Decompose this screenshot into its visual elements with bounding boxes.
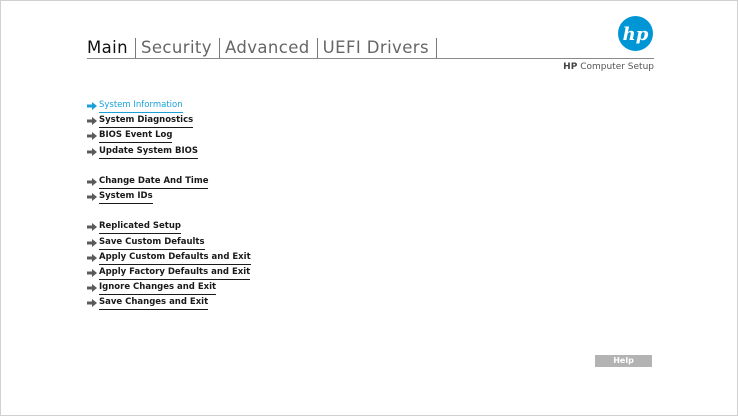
menu-replicated-setup[interactable] [87,221,181,233]
app-title-text: Computer Setup [580,62,654,72]
menu-item-label: Apply Factory Defaults and Exit [99,266,250,280]
tab-uefi-drivers[interactable]: UEFI Drivers [322,38,429,57]
app-title-brand: HP [563,62,578,72]
menu-save-changes-and-exit[interactable] [87,297,208,309]
arrow-right-icon [87,148,97,156]
menu-item-label: Ignore Changes and Exit [99,281,216,295]
menu-system-ids[interactable] [87,191,153,203]
tab-bar [87,38,442,58]
arrow-right-icon [87,284,97,292]
menu-item-label: Save Custom Defaults [99,236,205,250]
tab-separator [436,38,437,58]
arrow-right-icon [87,193,97,201]
help-button[interactable]: Help [595,355,652,367]
menu-item-label: BIOS Event Log [99,129,172,143]
hp-logo-text: hp [622,24,649,45]
header-divider [87,58,654,59]
arrow-right-icon [87,178,97,186]
menu-item-label: Apply Custom Defaults and Exit [99,251,251,265]
menu-bios-event-log[interactable] [87,130,172,142]
menu-item-label: System Diagnostics [99,114,193,128]
menu-save-custom-defaults[interactable] [87,237,205,249]
arrow-right-icon [87,102,97,110]
menu-update-system-bios[interactable] [87,146,198,158]
menu-item-label: Update System BIOS [99,145,198,159]
menu-system-diagnostics[interactable] [87,115,193,127]
arrow-right-icon [87,269,97,277]
menu-change-date-and-time[interactable] [87,176,208,188]
menu-item-label: System Information [99,99,183,113]
arrow-right-icon [87,299,97,307]
arrow-right-icon [87,117,97,125]
tab-advanced[interactable]: Advanced [224,38,310,57]
arrow-right-icon [87,132,97,140]
tab-main[interactable]: Main [87,38,128,57]
menu-apply-factory-defaults-and-exit[interactable] [87,267,250,279]
menu-apply-custom-defaults-and-exit[interactable] [87,252,251,264]
arrow-right-icon [87,254,97,262]
menu-item-label: Change Date And Time [99,175,208,189]
menu-ignore-changes-and-exit[interactable] [87,282,216,294]
menu-system-information[interactable] [87,100,183,112]
tab-separator [317,38,318,58]
tab-separator [135,38,136,58]
tab-security[interactable]: Security [141,38,212,57]
arrow-right-icon [87,223,97,231]
app-title [563,62,654,72]
arrow-right-icon [87,239,97,247]
menu-item-label: Replicated Setup [99,220,181,234]
tab-separator [219,38,220,58]
menu-item-label: System IDs [99,190,153,204]
hp-logo-icon [618,16,653,51]
menu-item-label: Save Changes and Exit [99,296,208,310]
